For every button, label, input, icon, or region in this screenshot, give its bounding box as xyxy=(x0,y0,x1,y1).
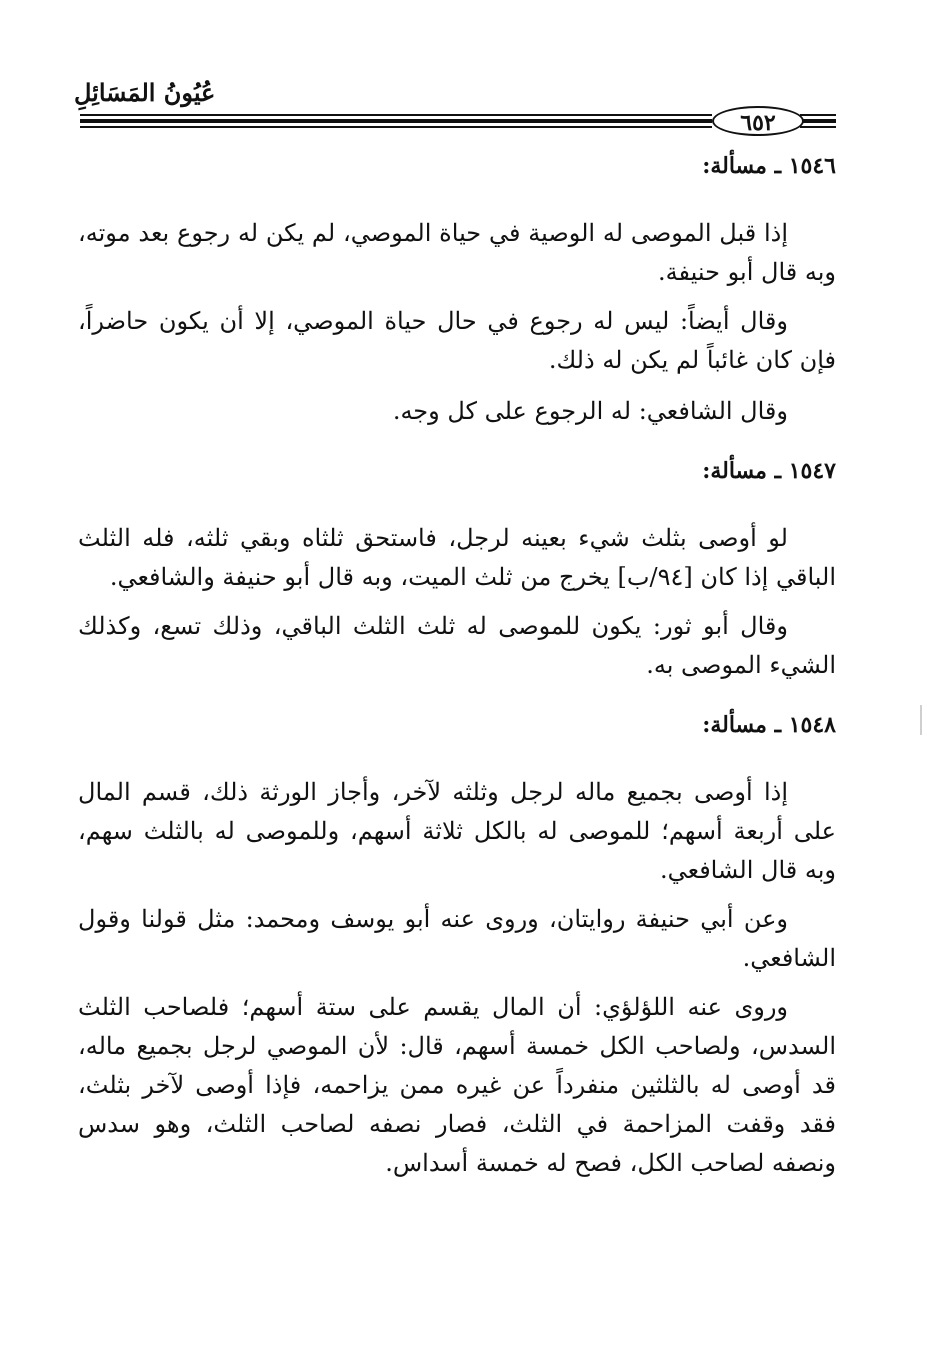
header-rule-line xyxy=(800,114,836,116)
paragraph: وقال الشافعي: له الرجوع على كل وجه. xyxy=(392,397,788,425)
paragraph: إذا قبل الموصى له الوصية في حياة الموصي، لم يكن له رجوع بعد موته، وبه قال أبو حنيفة. xyxy=(78,219,836,286)
header-rule-line xyxy=(80,114,712,116)
issue-heading: ١٥٤٧ ـ مسألة: xyxy=(702,458,836,484)
paragraph: إذا أوصى بجميع ماله لرجل وثلثه لآخر، وأجاز الورثة ذلك، قسم المال على أربعة أسهم؛ للموصى له بالكل ثلاثة أسهم، وللموصى له بالثلث سهم، وبه قال الشافعي. xyxy=(78,778,836,884)
header-rule-line xyxy=(800,126,836,128)
paragraph: لو أوصى بثلث شيء بعينه لرجل، فاستحق ثلثاه وبقي ثلثه، فله الثلث الباقي إذا كان [٩٤/ب] يخرج من ثلث الميت، وبه قال أبو حنيفة والشافعي. xyxy=(78,524,836,591)
running-head-title: عُيُونُ المَسَائِلِ xyxy=(74,78,216,107)
header-rule-line xyxy=(80,119,712,123)
paragraph: وقال أبو ثور: يكون للموصى له ثلث الثلث الباقي، وذلك تسع، وكذلك الشيء الموصى به. xyxy=(78,612,836,679)
paragraph: وقال أيضاً: ليس له رجوع في حال حياة الموصي، إلا أن يكون حاضراً، فإن كان غائباً لم يكن له ذلك. xyxy=(78,307,836,374)
paragraph: وروى عنه اللؤلؤي: أن المال يقسم على ستة أسهم؛ فلصاحب الثلث السدس، ولصاحب الكل خمسة أسهم، قال: لأن الموصي لرجل بجميع ماله، قد أوصى له بالثلثين منفرداً عن غيره ممن يزاحمه، فإذا أوصى لآخر بثلث، فقد وقفت المزاحمة في الثلث، فصار نصفه لصاحب الثلث، وهو سدس ونصفه لصاحب الكل، فصح له خمسة أسداس. xyxy=(78,993,837,1177)
paragraph: وعن أبي حنيفة روايتان، وروى عنه أبو يوسف ومحمد: مثل قولنا وقول الشافعي. xyxy=(78,905,836,972)
issue-heading: ١٥٤٦ ـ مسألة: xyxy=(702,153,836,179)
header-rule-line xyxy=(800,119,836,123)
page-number-badge: ٦٥٢ xyxy=(712,106,804,136)
header-rule-line xyxy=(80,126,712,128)
scan-margin-mark xyxy=(920,705,922,735)
page-body xyxy=(78,148,836,1183)
issue-heading: ١٥٤٨ ـ مسألة: xyxy=(702,712,836,738)
